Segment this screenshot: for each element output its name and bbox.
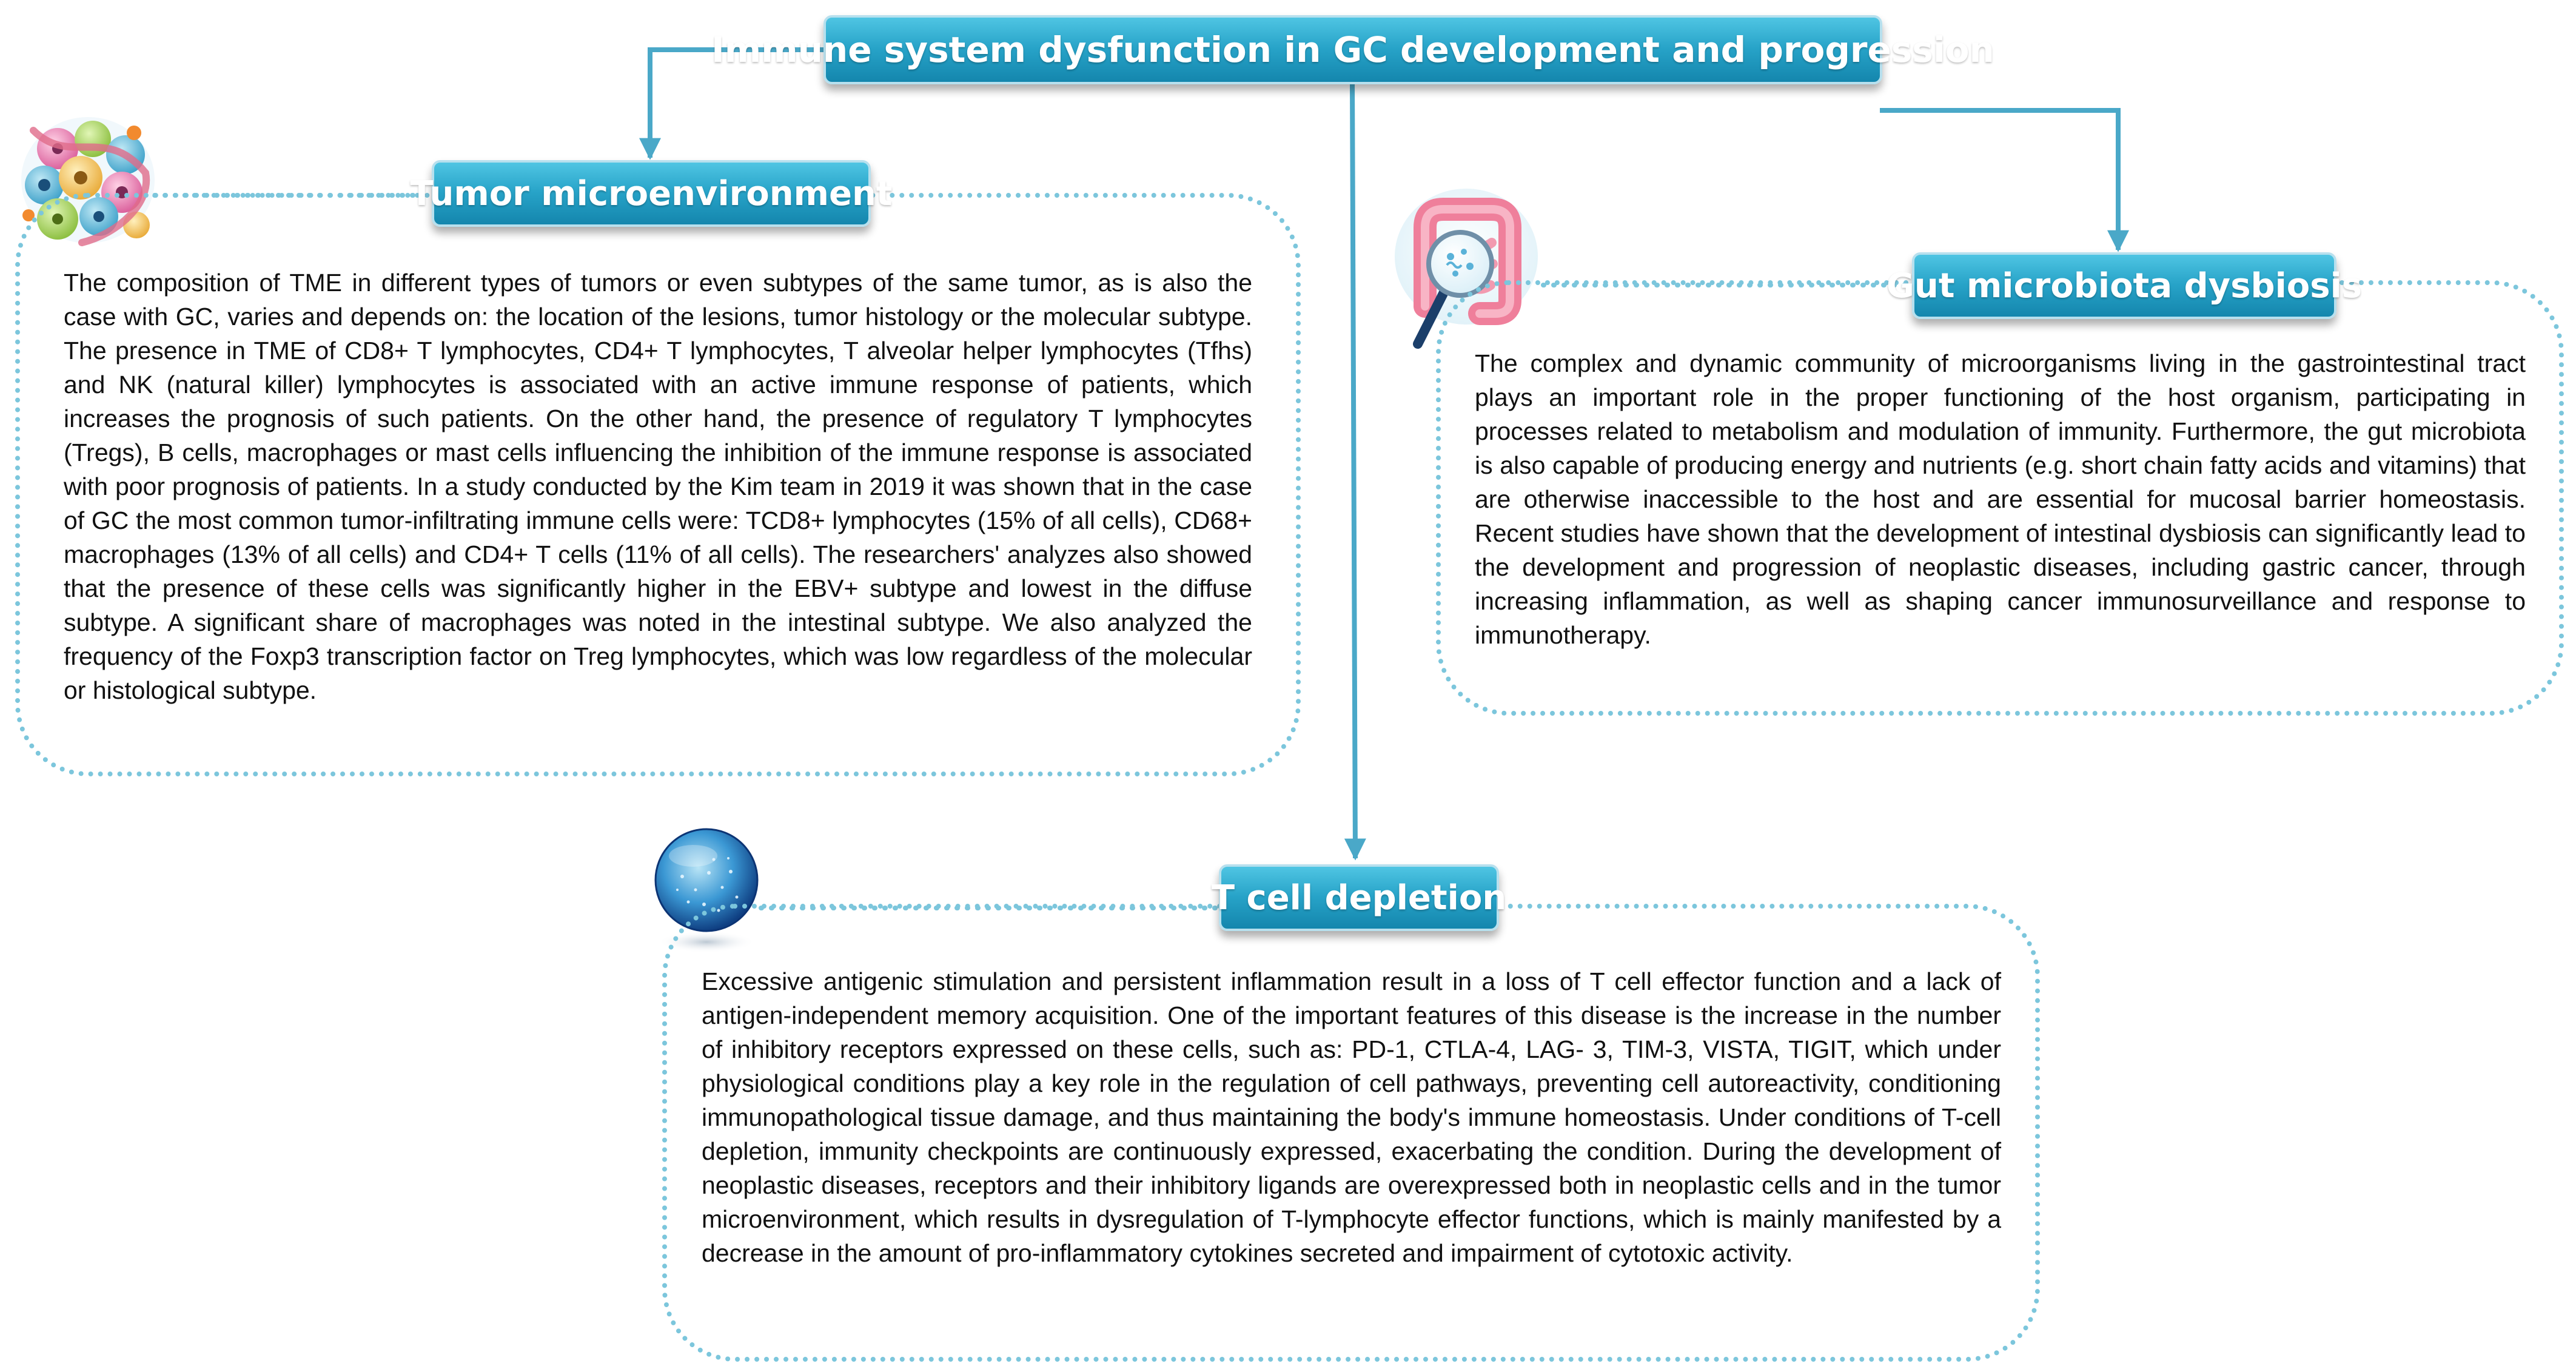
- tumor-microenvironment-text: The composition of TME in different types of tumors or even subtypes of the same tumor, as is also the case with GC, varies and depends on: the location of the lesions, tumor histology or the molecular subtype. The presence in TME of CD8+ T lymphocytes, CD4+ T lymphocytes, T alveolar helper lymphocytes (Tfhs) and NK (natural killer) lymphocytes is associated with an active immune response of patients, which increases the prognosis of such patients. On the other hand, the presence of regulatory T lymphocytes (Tregs), B cells, macrophages or mast cells influencing the inhibition of the immune response is associated with poor prognosis of patients. In a study conducted by the Kim team in 2019 it was shown that in the case of GC the most common tumor-infiltrating immune cells were: TCD8+ lymphocytes (15% of all cells), CD68+ macrophages (13% of all cells) and CD4+ T cells (11% of all cells). The researchers' analyzes also showed that the presence of these cells was significantly higher in the EBV+ subtype and lowest in the diffuse subtype. A significant share of macrophages was noted in the intestinal subtype. We also analyzed the frequency of the Foxp3 transcription factor on Treg lymphocytes, which was low regardless of the molecular or histological subtype.: [64, 269, 1252, 704]
- gut-microbiota-label: Gut microbiota dysbiosis: [1912, 252, 2336, 319]
- t-cell-depletion-text: Excessive antigenic stimulation and persistent inflammation result in a loss of T cell effector function and a lack of antigen-independent memory acquisition. One of the important features of this disease is the increase in the number of inhibitory receptors expressed on these cells, such as: PD-1, CTLA-4, LAG- 3, TIM-3, VISTA, TIGIT, which under physiological conditions play a key role in the regulation of cell pathways, preventing cell autoreactivity, conditioning immunopathological tissue damage, and thus maintaining the body's immune homeostasis. Under conditions of T-cell depletion, immunity checkpoints are continuously expressed, exacerbating the condition. During the development of neoplastic diseases, receptors and their inhibitory ligands are overexpressed both in neoplastic cells and in the tumor microenvironment, which results in dysregulation of T-lymphocyte effector functions, which is mainly manifested by a decrease in the amount of pro-inflammatory cytokines secreted and impairment of cytotoxic activity.: [702, 967, 2001, 1267]
- tumor-microenvironment-label: Tumor microenvironment: [432, 160, 871, 227]
- arrow-to-t-cell-depletion: [1352, 82, 1355, 858]
- gut-microbiota-text: The complex and dynamic community of microorganisms living in the gastrointestinal tract plays an important role in the proper functioning of the host organism, participating in processes related to metabolism and modulation of immunity. Furthermore, the gut microbiota is also capable of producing energy and nutrients (e.g. short chain fatty acids and vitamins) that are otherwise inaccessible to the host and are essential for mucosal barrier homeostasis. Recent studies have shown that the development of intestinal dysbiosis can significantly lead to the development and progression of neoplastic diseases, including gastric cancer, through increasing inflammation, as well as shaping cancer immunosurveillance and response to immunotherapy.: [1475, 349, 2526, 649]
- diagram-title: Immune system dysfunction in GC development and progression: [823, 15, 1882, 84]
- t-cell-depletion-label: T cell depletion: [1219, 864, 1499, 931]
- arrow-to-gut-microbiota: [1880, 110, 2118, 250]
